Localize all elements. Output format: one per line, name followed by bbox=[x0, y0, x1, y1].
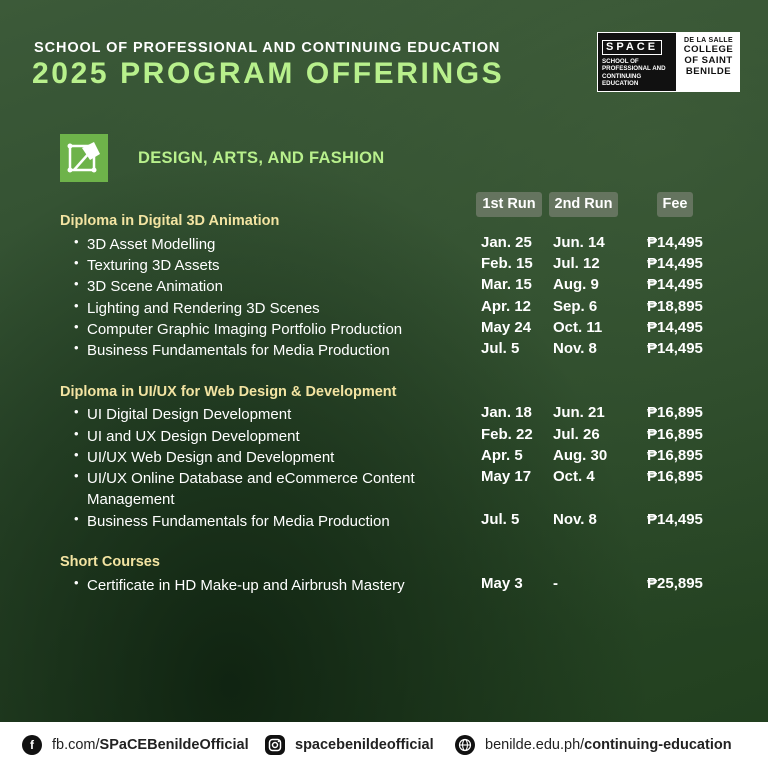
course-name: UI Digital Design Development bbox=[87, 406, 292, 423]
course-fee: ₱14,495 bbox=[647, 234, 703, 251]
course-name: Certificate in HD Make-up and Airbrush Mastery bbox=[87, 577, 405, 594]
course-fee: ₱16,895 bbox=[647, 426, 703, 443]
course-run1: Apr. 5 bbox=[481, 447, 523, 464]
course-run1: May 3 bbox=[481, 575, 523, 592]
course-run2: Jul. 12 bbox=[553, 255, 600, 272]
course-run1: Mar. 15 bbox=[481, 276, 532, 293]
bullet-icon: • bbox=[74, 340, 79, 355]
bullet-icon: • bbox=[74, 575, 79, 590]
course-fee: ₱25,895 bbox=[647, 575, 703, 592]
course-run1: May 17 bbox=[481, 468, 532, 485]
course-run2: Sep. 6 bbox=[553, 298, 598, 315]
course-fee: ₱16,895 bbox=[647, 404, 703, 421]
course-run2: Aug. 30 bbox=[553, 447, 608, 464]
course-run2: Jul. 26 bbox=[553, 426, 600, 443]
course-name: Business Fundamentals for Media Production bbox=[87, 513, 390, 530]
course-run2: Oct. 11 bbox=[553, 319, 603, 336]
facebook-handle: SPaCEBenildeOfficial bbox=[99, 737, 249, 753]
instagram-link[interactable] bbox=[265, 722, 434, 768]
website-link[interactable] bbox=[455, 722, 732, 768]
benilde-logo-line: OF SAINT bbox=[684, 55, 733, 66]
category-title: DESIGN, ARTS, AND FASHION bbox=[138, 149, 385, 167]
course-run1: Jul. 5 bbox=[481, 340, 520, 357]
column-header-run1: 1st Run bbox=[476, 192, 542, 217]
page-title: 2025 PROGRAM OFFERINGS bbox=[32, 57, 505, 90]
course-fee: ₱16,895 bbox=[647, 468, 703, 485]
course-name: 3D Scene Animation bbox=[87, 278, 223, 295]
section-title: Diploma in UI/UX for Web Design & Development bbox=[60, 384, 397, 400]
course-name: Texturing 3D Assets bbox=[87, 257, 220, 274]
course-fee: ₱14,495 bbox=[647, 511, 703, 528]
column-header-fee: Fee bbox=[657, 192, 693, 217]
course-name: Lighting and Rendering 3D Scenes bbox=[87, 300, 320, 317]
facebook-prefix: fb.com/ bbox=[52, 737, 100, 753]
course-run1: May 24 bbox=[481, 319, 532, 336]
space-logo-line: PROFESSIONAL AND bbox=[602, 65, 666, 73]
course-run2: Jun. 14 bbox=[553, 234, 605, 251]
course-run1: Feb. 15 bbox=[481, 255, 533, 272]
course-fee: ₱16,895 bbox=[647, 447, 703, 464]
instagram-icon bbox=[265, 735, 285, 755]
bullet-icon: • bbox=[74, 255, 79, 270]
bullet-icon: • bbox=[74, 426, 79, 441]
course-run2: Nov. 8 bbox=[553, 511, 597, 528]
course-run1: Jan. 18 bbox=[481, 404, 532, 421]
course-run2: Jun. 21 bbox=[553, 404, 605, 421]
website-path: continuing-education bbox=[584, 737, 732, 753]
course-run1: Jul. 5 bbox=[481, 511, 520, 528]
section-title: Short Courses bbox=[60, 554, 160, 570]
space-logo-line: SCHOOL OF bbox=[602, 58, 639, 65]
course-name: 3D Asset Modelling bbox=[87, 236, 216, 253]
globe-icon bbox=[455, 735, 475, 755]
course-fee: ₱14,495 bbox=[647, 276, 703, 293]
course-name: Computer Graphic Imaging Portfolio Production bbox=[87, 321, 403, 338]
footer bbox=[0, 722, 768, 768]
bullet-icon: • bbox=[74, 404, 79, 419]
course-fee: ₱18,895 bbox=[647, 298, 703, 315]
course-fee: ₱14,495 bbox=[647, 255, 703, 272]
benilde-logo-line: BENILDE bbox=[685, 66, 732, 77]
facebook-link[interactable] bbox=[22, 722, 249, 768]
bullet-icon: • bbox=[74, 234, 79, 249]
space-logo bbox=[597, 32, 677, 92]
bullet-icon: • bbox=[74, 511, 79, 526]
column-header-run2: 2nd Run bbox=[549, 192, 618, 217]
course-run2: Oct. 4 bbox=[553, 468, 595, 485]
benilde-logo-line: COLLEGE bbox=[683, 44, 734, 55]
course-run1: Jan. 25 bbox=[481, 234, 532, 251]
design-tools-icon bbox=[60, 134, 108, 182]
bullet-icon: • bbox=[74, 298, 79, 313]
section-title: Diploma in Digital 3D Animation bbox=[60, 213, 280, 229]
bullet-icon: • bbox=[74, 447, 79, 462]
course-run2: Nov. 8 bbox=[553, 340, 597, 357]
space-logo-mark: SPACE bbox=[602, 40, 662, 55]
benilde-logo bbox=[677, 32, 740, 92]
course-run2: Aug. 9 bbox=[553, 276, 599, 293]
bullet-icon: • bbox=[74, 319, 79, 334]
course-fee: ₱14,495 bbox=[647, 319, 703, 336]
course-run1: Apr. 12 bbox=[481, 298, 532, 315]
space-logo-line: CONTINUING bbox=[602, 72, 642, 80]
course-run1: Feb. 22 bbox=[481, 426, 533, 443]
website-prefix: benilde.edu.ph/ bbox=[485, 737, 585, 753]
bullet-icon: • bbox=[74, 276, 79, 291]
course-fee: ₱14,495 bbox=[647, 340, 703, 357]
facebook-icon: f bbox=[22, 735, 42, 755]
school-name: SCHOOL OF PROFESSIONAL AND CONTINUING EDUCATION bbox=[34, 40, 501, 56]
course-name: Business Fundamentals for Media Production bbox=[87, 342, 390, 359]
course-name: UI/UX Online Database and eCommerce Content Management bbox=[87, 470, 415, 508]
course-run2: - bbox=[553, 575, 558, 592]
course-name: UI/UX Web Design and Development bbox=[87, 449, 335, 466]
instagram-handle: spacebenildeofficial bbox=[295, 737, 434, 753]
course-name: UI and UX Design Development bbox=[87, 428, 300, 445]
space-logo-line: EDUCATION bbox=[602, 80, 639, 88]
benilde-logo-line: DE LA SALLE bbox=[684, 37, 733, 44]
bullet-icon: • bbox=[74, 468, 79, 483]
